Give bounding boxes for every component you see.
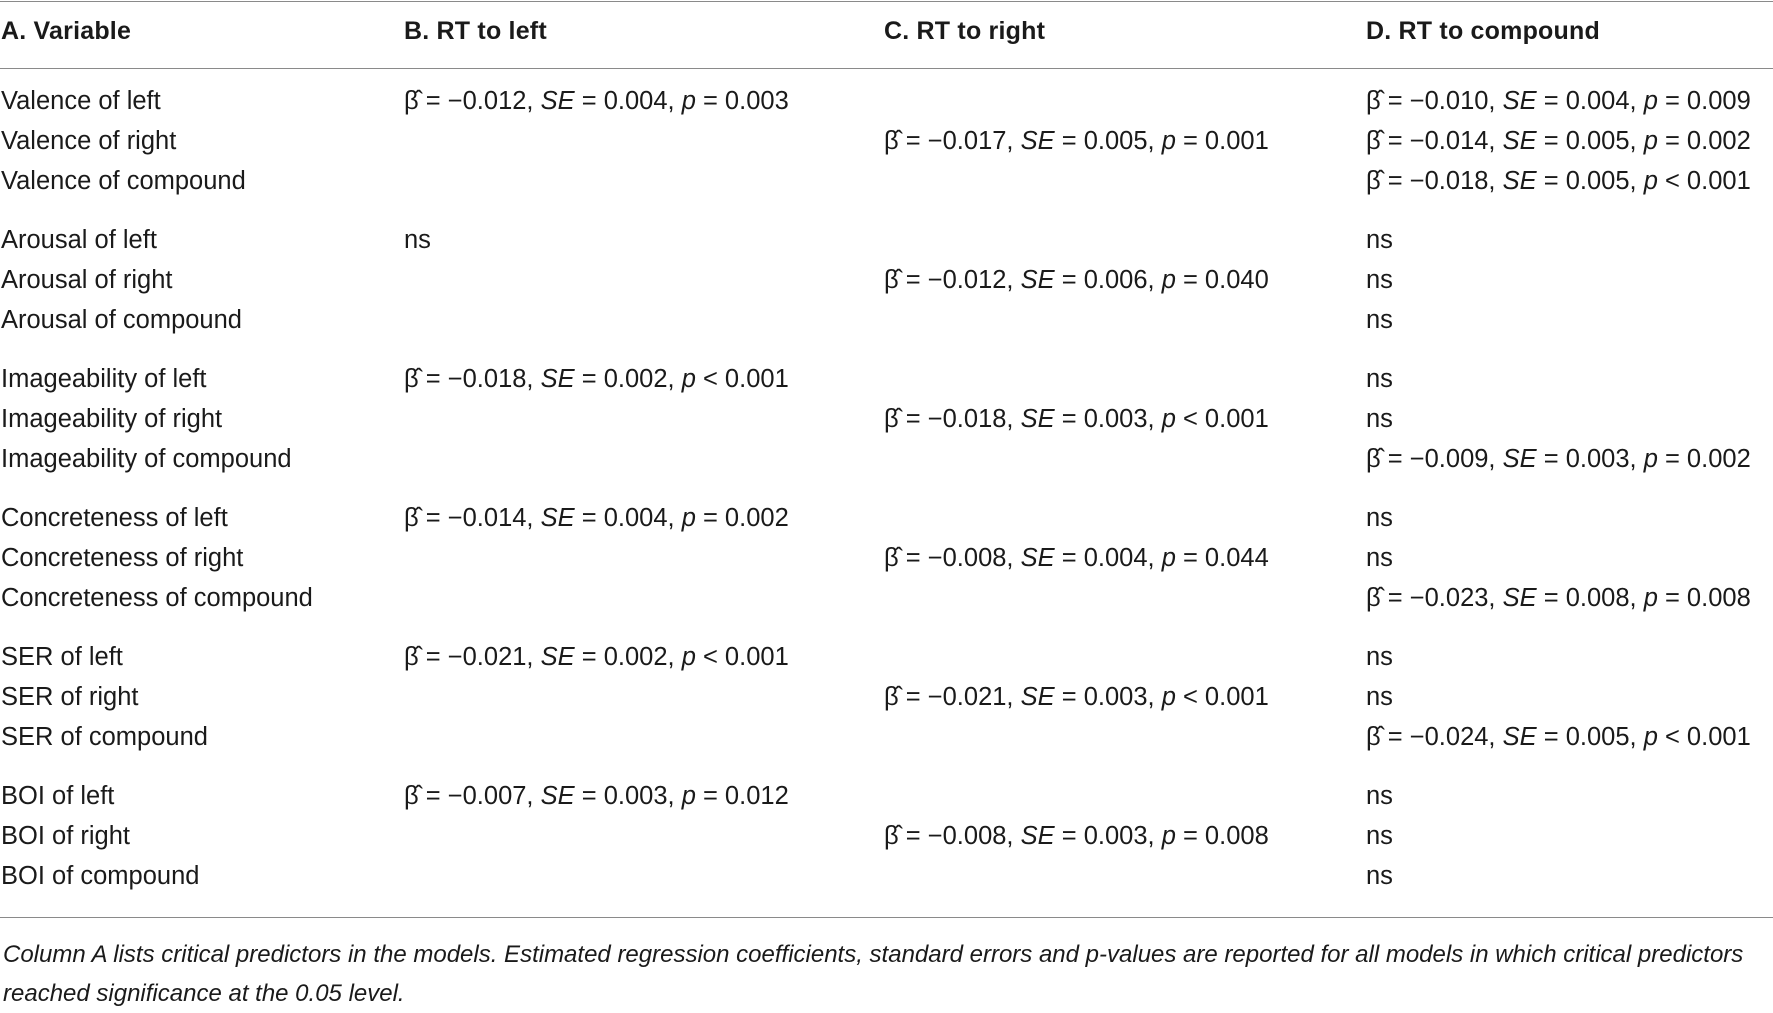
variable-cell: Imageability of right: [1, 405, 223, 433]
rt-left-cell: β̂ = −0.021, SE = 0.002, p < 0.001: [404, 643, 789, 671]
rt-left-cell: β̂ = −0.018, SE = 0.002, p < 0.001: [404, 365, 789, 393]
rt-compound-cell: ns: [1366, 544, 1393, 572]
variable-cell: BOI of compound: [1, 862, 200, 890]
rt-right-cell: β̂ = −0.008, SE = 0.003, p = 0.008: [884, 822, 1269, 850]
header-variable: A. Variable: [1, 17, 132, 45]
variable-cell: Imageability of compound: [1, 445, 292, 473]
rt-compound-cell: ns: [1366, 365, 1393, 393]
rt-compound-cell: ns: [1366, 405, 1393, 433]
table-top-rule: [0, 1, 1773, 2]
rt-right-cell: β̂ = −0.008, SE = 0.004, p = 0.044: [884, 544, 1269, 572]
variable-cell: Concreteness of left: [1, 504, 228, 532]
rt-compound-cell: ns: [1366, 504, 1393, 532]
rt-left-cell: β̂ = −0.007, SE = 0.003, p = 0.012: [404, 782, 789, 810]
header-rt-right: C. RT to right: [884, 17, 1046, 45]
rt-right-cell: β̂ = −0.021, SE = 0.003, p < 0.001: [884, 683, 1269, 711]
rt-compound-cell: β̂ = −0.010, SE = 0.004, p = 0.009: [1366, 87, 1751, 115]
variable-cell: Arousal of left: [1, 226, 157, 254]
rt-left-cell: ns: [404, 226, 431, 254]
rt-compound-cell: ns: [1366, 822, 1393, 850]
variable-cell: SER of right: [1, 683, 139, 711]
variable-cell: BOI of right: [1, 822, 130, 850]
variable-cell: SER of left: [1, 643, 123, 671]
rt-left-cell: β̂ = −0.014, SE = 0.004, p = 0.002: [404, 504, 789, 532]
variable-cell: Valence of compound: [1, 167, 246, 195]
variable-cell: Valence of left: [1, 87, 161, 115]
rt-compound-cell: β̂ = −0.023, SE = 0.008, p = 0.008: [1366, 584, 1751, 612]
header-rule: [0, 68, 1773, 69]
header-rt-compound: D. RT to compound: [1366, 17, 1600, 45]
rt-compound-cell: ns: [1366, 862, 1393, 890]
variable-cell: Imageability of left: [1, 365, 207, 393]
rt-right-cell: β̂ = −0.012, SE = 0.006, p = 0.040: [884, 266, 1269, 294]
variable-cell: Concreteness of compound: [1, 584, 313, 612]
rt-compound-cell: β̂ = −0.018, SE = 0.005, p < 0.001: [1366, 167, 1751, 195]
variable-cell: Concreteness of right: [1, 544, 244, 572]
rt-compound-cell: β̂ = −0.024, SE = 0.005, p < 0.001: [1366, 723, 1751, 751]
table-bottom-rule: [0, 917, 1773, 918]
variable-cell: Arousal of right: [1, 266, 173, 294]
rt-compound-cell: ns: [1366, 782, 1393, 810]
rt-compound-cell: ns: [1366, 643, 1393, 671]
rt-compound-cell: ns: [1366, 306, 1393, 334]
variable-cell: SER of compound: [1, 723, 208, 751]
rt-compound-cell: β̂ = −0.009, SE = 0.003, p = 0.002: [1366, 445, 1751, 473]
table-footnote: Column A lists critical predictors in the models. Estimated regression coefficients, standard errors and p-values are reported for all models in which critical predictors reached significance at the 0.05 level.: [3, 941, 1744, 1007]
rt-left-cell: β̂ = −0.012, SE = 0.004, p = 0.003: [404, 87, 789, 115]
rt-right-cell: β̂ = −0.018, SE = 0.003, p < 0.001: [884, 405, 1269, 433]
variable-cell: BOI of left: [1, 782, 115, 810]
rt-compound-cell: β̂ = −0.014, SE = 0.005, p = 0.002: [1366, 127, 1751, 155]
header-rt-left: B. RT to left: [404, 17, 547, 45]
rt-compound-cell: ns: [1366, 683, 1393, 711]
variable-cell: Valence of right: [1, 127, 177, 155]
rt-compound-cell: ns: [1366, 266, 1393, 294]
rt-right-cell: β̂ = −0.017, SE = 0.005, p = 0.001: [884, 127, 1269, 155]
rt-compound-cell: ns: [1366, 226, 1393, 254]
variable-cell: Arousal of compound: [1, 306, 242, 334]
